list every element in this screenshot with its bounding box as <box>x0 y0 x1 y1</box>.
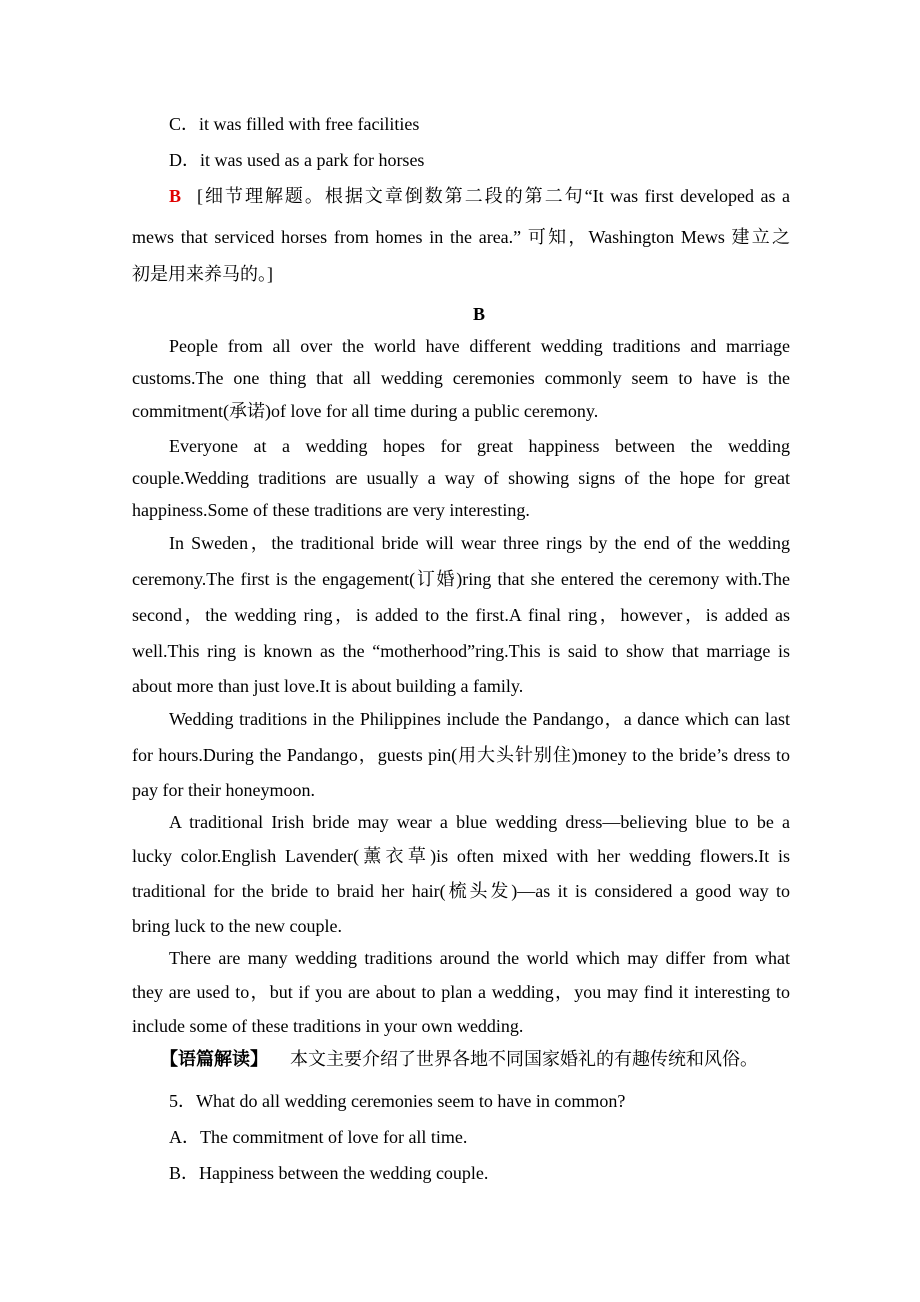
paragraph-line: include some of these traditions in your own wedding. <box>132 1016 524 1036</box>
paragraph-line: they are used to，but if you are about to plan a wedding，you may find it interesting to <box>132 982 790 1002</box>
option-c: C．it was filled with free facilities <box>169 114 420 134</box>
option-b: B．Happiness between the wedding couple. <box>169 1163 489 1183</box>
paragraph-line: traditional for the bride to braid her hair(梳头发)—as it is considered a good way to <box>132 881 790 901</box>
answer-explanation-line: 初是用来养马的。] <box>132 264 273 284</box>
paragraph-line: Wedding traditions in the Philippines include the Pandango，a dance which can last <box>169 709 790 729</box>
paragraph-line: well.This ring is known as the “motherhood”ring.This is said to show that marriage is <box>132 641 790 661</box>
paragraph-line: bring luck to the new couple. <box>132 916 342 936</box>
paragraph-line: pay for their honeymoon. <box>132 780 315 800</box>
paragraph-line: happiness.Some of these traditions are very interesting. <box>132 500 530 520</box>
paragraph-line: customs.The one thing that all wedding ceremonies commonly seem to have is the <box>132 368 790 388</box>
summary <box>160 1047 818 1071</box>
option-d: D．it was used as a park for horses <box>169 150 425 170</box>
option-a: A．The commitment of love for all time. <box>169 1127 468 1147</box>
answer-explanation-line: mews that serviced horses from homes in the area.” 可知，Washington Mews 建立之 <box>132 227 790 247</box>
answer-letter: B <box>169 186 182 206</box>
summary-text: 本文主要介绍了世界各地不同国家婚礼的有趣传统和风俗。 <box>290 1049 758 1069</box>
paragraph-line: ceremony.The first is the engagement(订婚)ring that she entered the ceremony with.The <box>132 569 790 589</box>
paragraph-line: People from all over the world have different wedding traditions and marriage <box>169 336 790 356</box>
answer-line <box>169 184 790 208</box>
paragraph-line: commitment(承诺)of love for all time during a public ceremony. <box>132 401 599 421</box>
paragraph-line: A traditional Irish bride may wear a blue wedding dress—believing blue to be a <box>169 812 790 832</box>
paragraph-line: about more than just love.It is about building a family. <box>132 676 524 696</box>
paragraph-line: couple.Wedding traditions are usually a way of showing signs of the hope for great <box>132 468 790 488</box>
paragraph-line: lucky color.English Lavender(薰衣草)is often mixed with her wedding flowers.It is <box>132 846 790 866</box>
question-stem: 5．What do all wedding ceremonies seem to have in common? <box>169 1091 626 1111</box>
paragraph-line: second，the wedding ring，is added to the first.A final ring，however，is added as <box>132 605 790 625</box>
section-heading: B <box>472 304 485 324</box>
paragraph-line: Everyone at a wedding hopes for great happiness between the wedding <box>169 436 790 456</box>
paragraph-line: There are many wedding traditions around the world which may differ from what <box>169 948 790 968</box>
paragraph-line: for hours.During the Pandango，guests pin(用大头针别住)money to the bride’s dress to <box>132 745 790 765</box>
answer-explanation: [细节理解题。根据文章倒数第二段的第二句“It was first developed as a <box>197 186 790 206</box>
paragraph-line: In Sweden，the traditional bride will wear three rings by the end of the wedding <box>169 533 790 553</box>
summary-label: 【语篇解读】 <box>160 1049 268 1069</box>
